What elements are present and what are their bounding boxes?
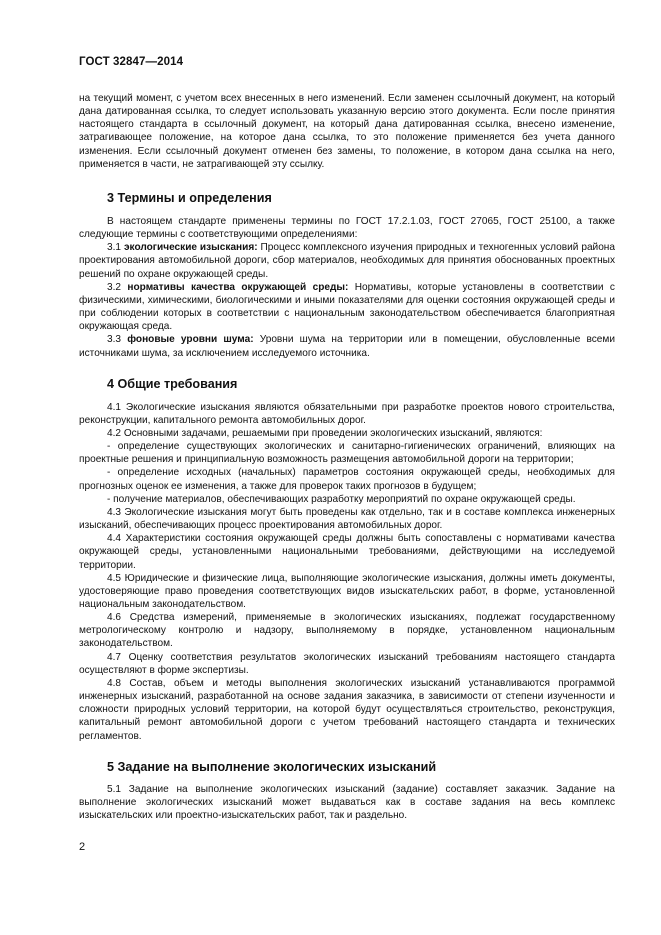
document-header: ГОСТ 32847—2014 [79,56,184,68]
clause-4-1: 4.1 Экологические изыскания являются обязательными при разработке проектов нового строительства, реконструкции, капитального ремонта автомобильных дорог. [79,401,615,426]
clause-4-6: 4.6 Средства измерений, применяемые в экологических изысканиях, подлежат государственному метрологическому контролю и надзору, выполняемому в порядке, установленном национальным законодательством. [79,612,615,650]
clause-4-8: 4.8 Состав, объем и методы выполнения экологических изысканий устанавливаются программой инженерных изысканий, разработанной на основе задания заказчика, в зависимости от степени изученности и сложности природных условий территории, на которой будут осуществляться строительство, реконструкция, капитальный ремонт автомобильной дороги с учетом требований настоящего стандарта и технических регламентов. [79,677,615,742]
page-number: 2 [79,841,86,853]
clause-4-2: 4.2 Основными задачами, решаемыми при проведении экологических изысканий, являются: [107,427,543,439]
term-name: нормативы качества окружающей среды: [127,281,349,293]
list-item: - определение существующих экологических и санитарно-гигиенических ограничений, влияющих на проектные решения и принципиальную возможность размещения автомобильной дороги на территории; [79,441,615,466]
clause-4-5: 4.5 Юридические и физические лица, выполняющие экологические изыскания, должны иметь документы, удостоверяющие право проведения соответствующих видов изыскательских работ, в форме, установленной национальным законодательством. [79,572,615,610]
section-4-heading: 4 Общие требования [107,376,238,391]
term-name: экологические изыскания: [123,242,258,254]
section-5-heading: 5 Задание на выполнение экологических изысканий [107,759,437,774]
term-3-1 [79,241,615,280]
term-definition: Процесс комплексного изучения природных и техногенных условий района проектирования автомобильной дороги, сбор материалов, необходимых для принятия обоснованных проектных решений по охране окружающей среды. [79,242,615,280]
clause-4-4: 4.4 Характеристики состояния окружающей среды должны быть сопоставлены с нормативами качества окружающей среды, установленными национальными требованиями, действующими на исследуемой территории. [79,533,615,571]
clause-4-3: 4.3 Экологические изыскания могут быть проведены как отдельно, так и в составе комплекса инженерных изысканий, обеспечивающих процесс проектирования автомобильных дорог. [79,506,615,532]
section-3-heading: 3 Термины и определения [107,190,272,205]
term-definition: Нормативы, которые установлены в соответствии с физическими, химическими, биологическими и иными показателями для оценки состояния окружающей среды и при соблюдении которых в соответствии с национальным законодательством обеспечивается благоприятная окружающая среда. [79,281,615,333]
term-definition: Уровни шума на территории или в помещении, обусловленные всеми источниками шума, за исключением исследуемого источника. [79,334,615,359]
list-item: - определение исходных (начальных) параметров состояния окружающей среды, необходимых для прогнозных оценок ее изменения, а также для проверок таких прогнозов в будущем; [79,467,615,492]
intro-paragraph: на текущий момент, с учетом всех внесенных в него изменений. Если заменен ссылочный документ, на который дана датированная ссылка, то следует использовать указанную версию этого документа. Если после принятия настоящего стандарта в ссылочный документ, на который дана датированная ссылка, внесено изменение, затрагивающее положение, на которое дана ссылка, то это положение применяется без учета данного изменения. Если ссылочный документ отменен без замены, то положение, в котором дана ссылка на него, применяется в части, не затрагивающей эту ссылку. [79,93,615,170]
list-item: - получение материалов, обеспечивающих разработку мероприятий по охране окружающей среды. [107,493,576,505]
clause-5-1: 5.1 Задание на выполнение экологических изысканий (задание) составляет заказчик. Задание на выполнение экологических изысканий может выдаваться как в составе задания на весь комплекс изыскательских или проектно-изыскательских работ, так и раздельно. [79,783,615,822]
term-number: 3.2 [107,281,122,293]
clause-4-7: 4.7 Оценку соответствия результатов экологических изысканий требованиям настоящего стандарта осуществляют в форме экспертизы. [79,651,615,676]
term-3-2 [79,281,615,334]
term-number: 3.3 [107,334,122,346]
section-3-lead: В настоящем стандарте применены термины по ГОСТ 17.2.1.03, ГОСТ 27065, ГОСТ 25100, а также следующие термины с соответствующими определениями: [79,215,615,241]
term-number: 3.1 [107,242,122,254]
page-content [79,92,615,822]
term-3-3 [79,333,615,359]
term-name: фоновые уровни шума: [127,334,254,346]
